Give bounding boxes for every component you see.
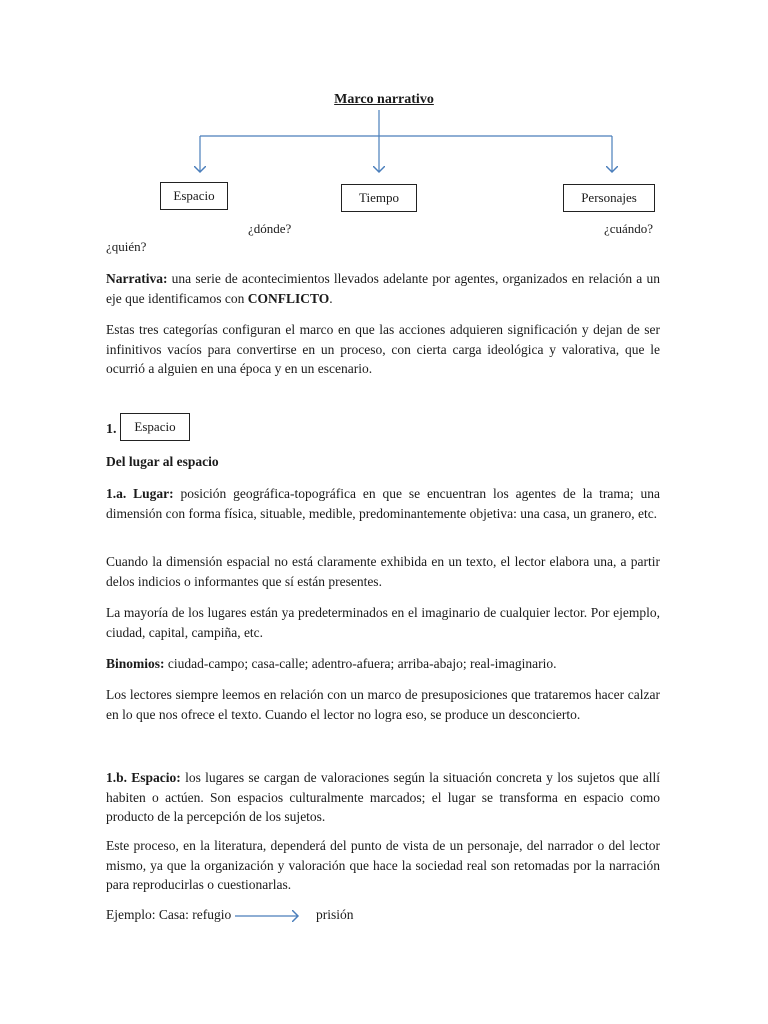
espacio-text: los lugares se cargan de valoraciones según la situación concreta y los sujetos que allí habiten o actúen. Son espacios culturalmente marcados; el lugar se transforma en espacio como producto de la percepción de los sujetos. (106, 770, 661, 824)
box-personajes: Personajes (563, 184, 655, 212)
diagram-title: Marco narrativo (334, 92, 434, 107)
paragraph-lugar (106, 484, 660, 523)
lugar-text: posición geográfica-topográfica en que se encuentran los agentes de la trama; una dimensión con forma física, situable, medible, predominantemente objetiva: una casa, un granero, etc. (106, 486, 661, 521)
box-espacio: Espacio (160, 182, 228, 210)
paragraph-categorias: Estas tres categorías configuran el marco en que las acciones adquieren significación y dejan de ser infinitivos vacíos para convertirse en un proceso, con cierta carga ideológica y valorativa, que le ocurrió a alguien en una época y en un escenario. (106, 322, 660, 376)
binomios-label: Binomios: (106, 656, 165, 671)
paragraph-espacio (106, 768, 660, 827)
box-tiempo: Tiempo (341, 184, 417, 212)
question-donde: ¿dónde? (248, 221, 292, 236)
box-espacio-section: Espacio (120, 413, 190, 441)
narrativa-text: una serie de acontecimientos llevados adelante por agentes, organizados en relación a un eje que identificamos con (106, 271, 660, 306)
binomios-text: ciudad-campo; casa-calle; adentro-afuera; arriba-abajo; real-imaginario. (164, 656, 557, 671)
narrativa-end: . (329, 290, 333, 306)
lugar-label: 1.a. Lugar: (106, 486, 174, 501)
paragraph-binomios (106, 654, 660, 674)
paragraph-proceso: Este proceso, en la literatura, dependerá del punto de vista de un personaje, del narrador o del lector mismo, ya que la organización y valoración que hace la sociedad real son retomadas por la narración para reproducirlas o cuestionarlas. (106, 838, 660, 892)
espacio-label: 1.b. Espacio: (106, 770, 181, 785)
paragraph-mayoria: La mayoría de los lugares están ya predeterminados en el imaginario de cualquier lector. Por ejemplo, ciudad, capital, campiña, etc. (106, 605, 660, 640)
section-heading: Del lugar al espacio (106, 454, 219, 469)
section-number: 1. (106, 422, 117, 437)
conflicto-term: CONFLICTO (247, 290, 330, 306)
ejemplo-right: prisión (316, 907, 354, 922)
question-cuando: ¿cuándo? (604, 221, 654, 236)
paragraph-narrativa (106, 269, 660, 308)
paragraph-lectores: Los lectores siempre leemos en relación con un marco de presuposiciones que trataremos hacer calzar en lo que nos ofrece el texto. Cuando el lector no logra eso, se produce un desconcierto. (106, 687, 660, 722)
paragraph-dimension: Cuando la dimensión espacial no está claramente exhibida en un texto, el lector elabora una, a partir delos indicios o informantes que sí están presentes. (106, 554, 660, 589)
ejemplo-left: Ejemplo: Casa: refugio (106, 907, 232, 922)
narrativa-label: Narrativa: (106, 271, 168, 286)
question-quien: ¿quién? (106, 239, 147, 254)
